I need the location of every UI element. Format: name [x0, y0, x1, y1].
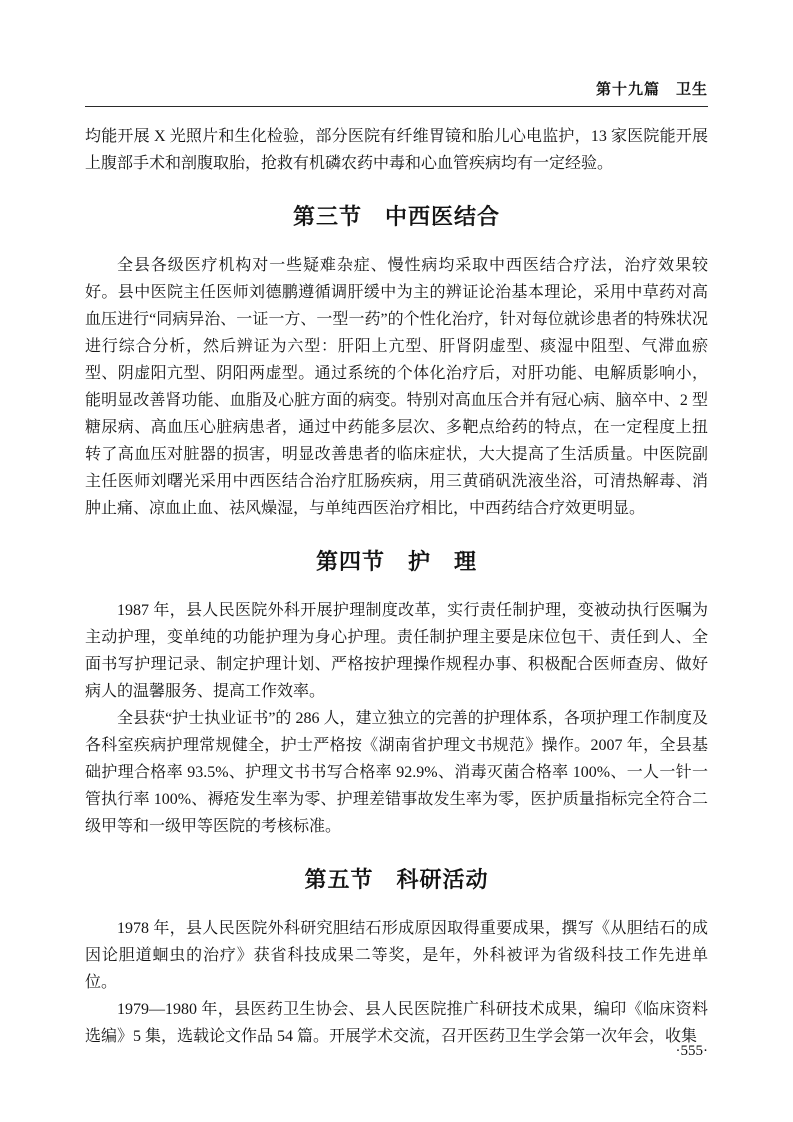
chapter-title: 第十九篇 卫生 [595, 82, 708, 98]
section-heading-3: 第三节 中西医结合 [292, 204, 500, 229]
paragraph: 1987 年，县人民医院外科开展护理制度改革，实行责任制护理，变被动执行医嘱为主动护理，变单纯的功能护理为身心护理。责任制护理主要是床位包干、责任到人、全面书写护理记录、制定护理计划、严格按护理操作规程办事、积极配合医师查房、做好病人的温馨服务、提高工作效率。 [85, 602, 708, 700]
page-number: ·555· [675, 1043, 708, 1059]
paragraph: 1978 年，县人民医院外科研究胆结石形成原因取得重要成果，撰写《从胆结石的成因论胆道蛔虫的治疗》获省科技成果二等奖，是年，外科被评为省级科技工作先进单位。 [85, 920, 708, 991]
paragraph: 全县获“护士执业证书”的 286 人，建立独立的完善的护理体系，各项护理工作制度及各科室疾病护理常规健全，护士严格按《湖南省护理文书规范》操作。2007 年，全县基础护理合格率 93.5%、护理文书书写合格率 92.9%、消毒灭菌合格率 100%、一人一针一管执行率 100%、褥疮发生率为零、护理差错事故发生率为零，医护质量指标完全符合二级甲等和一级甲等医院的考核标准。 [85, 710, 708, 835]
paragraph: 1979—1980 年，县医药卫生协会、县人民医院推广科研技术成果，编印《临床资料选编》5 集，选载论文作品 54 篇。开展学术交流，召开医药卫生学会第一次年会，收集 [85, 1001, 708, 1045]
section-heading-4: 第四节 护 理 [315, 549, 477, 574]
section-heading-5: 第五节 科研活动 [304, 867, 489, 892]
document-body [85, 123, 708, 1050]
page-header [85, 78, 708, 107]
paragraph: 全县各级医疗机构对一些疑难杂症、慢性病均采取中西医结合疗法，治疗效果较好。县中医院主任医师刘德鹏遵循调肝缓中为主的辨证论治基本理论，采用中草药对高血压进行“同病异治、一证一方、一型一药”的个性化治疗，针对每位就诊患者的特殊状况进行综合分析，然后辨证为六型：肝阳上亢型、肝肾阴虚型、痰湿中阻型、气滞血瘀型、阴虚阳亢型、阴阳两虚型。通过系统的个体化治疗后，对肝功能、电解质影响小，能明显改善肾功能、血脂及心脏方面的病变。特别对高血压合并有冠心病、脑卒中、2 型糖尿病、高血压心脏病患者，通过中药能多层次、多靶点给药的特点，在一定程度上扭转了高血压对脏器的损害，明显改善患者的临床症状，大大提高了生活质量。中医院副主任医师刘曙光采用中西医结合治疗肛肠疾病，用三黄硝矾洗液坐浴，可清热解毒、消肿止痛、凉血止血、祛风燥湿，与单纯西医治疗相比，中西药结合疗效更明显。 [85, 257, 708, 517]
continuation-paragraph: 均能开展 X 光照片和生化检验，部分医院有纤维胃镜和胎儿心电监护，13 家医院能开展上腹部手术和剖腹取胎，抢救有机磷农药中毒和心血管疾病均有一定经验。 [85, 128, 708, 172]
